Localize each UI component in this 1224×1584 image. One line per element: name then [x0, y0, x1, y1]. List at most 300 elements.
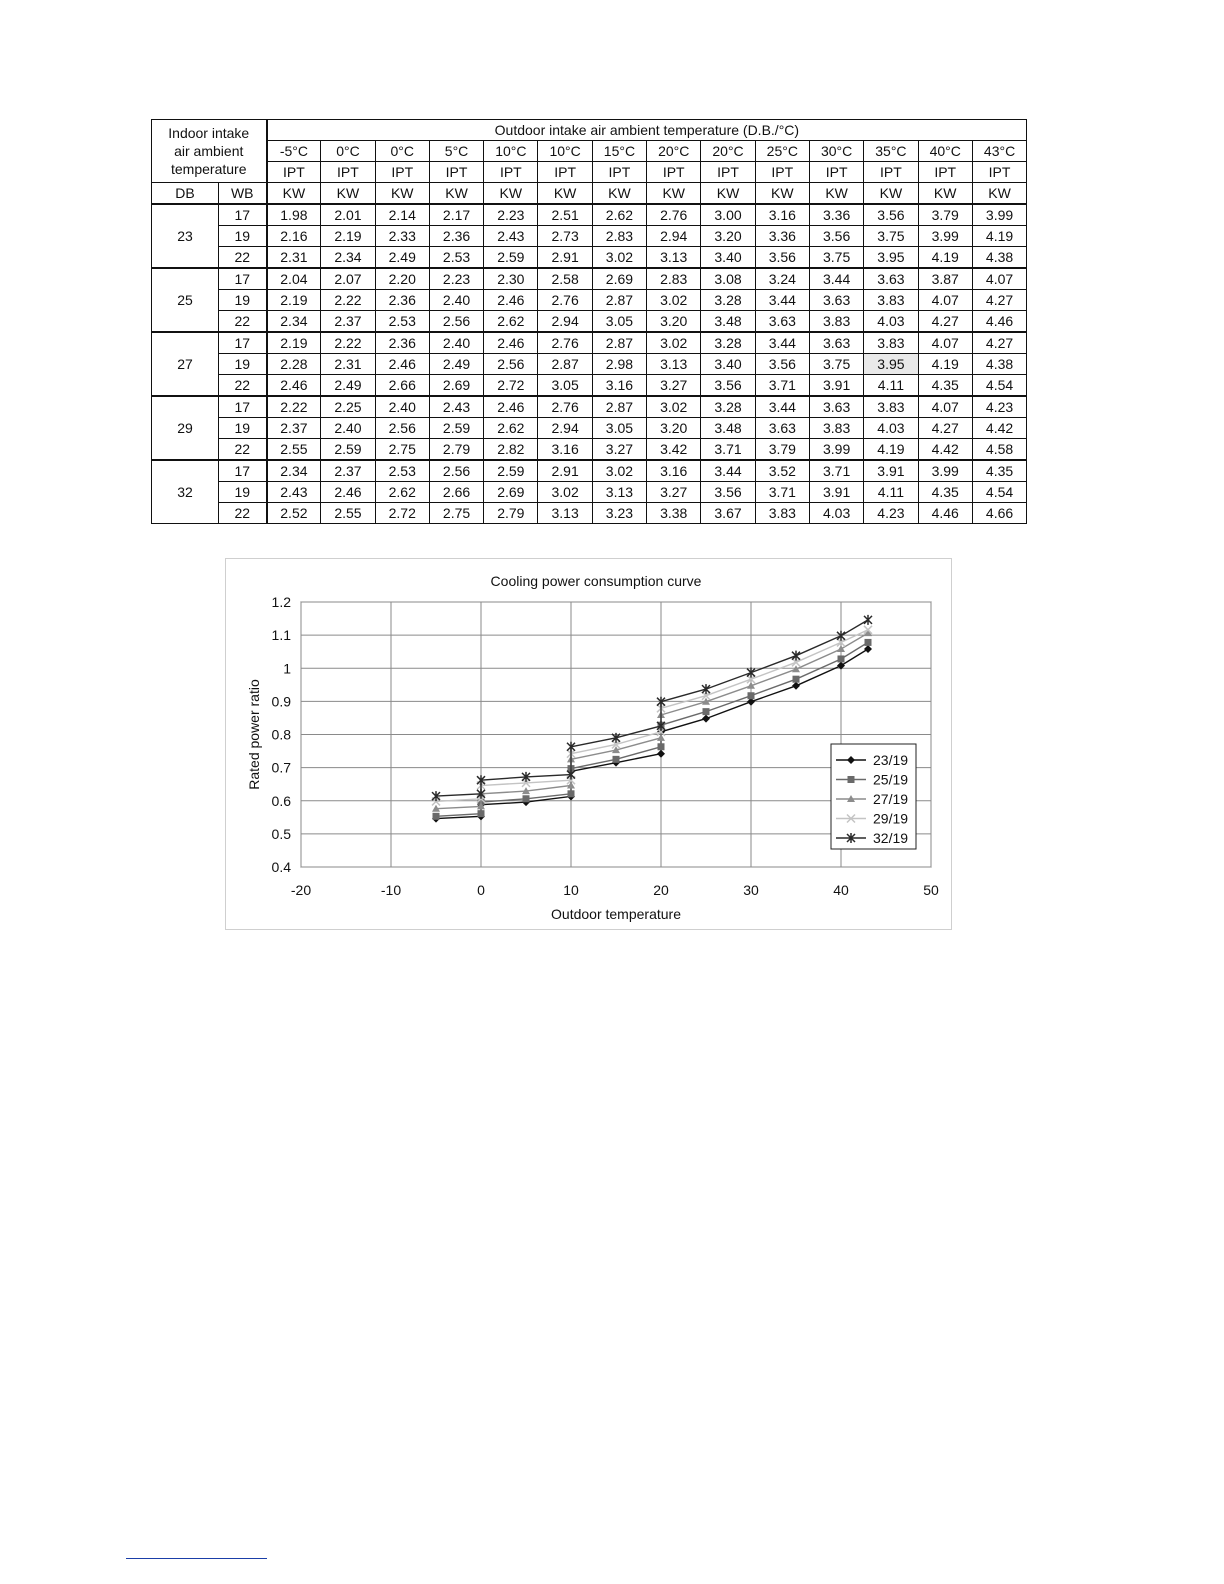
value-cell: 2.98 — [592, 354, 646, 375]
value-cell: 3.28 — [701, 396, 755, 418]
value-cell: 2.94 — [538, 311, 592, 333]
value-cell: 3.71 — [701, 439, 755, 461]
data-point — [433, 813, 440, 820]
value-cell: 2.66 — [429, 482, 483, 503]
value-cell: 2.36 — [429, 226, 483, 247]
temp-header-cell: 10°C — [538, 141, 592, 162]
ipt-header-cell: IPT — [484, 162, 538, 183]
value-cell: 2.73 — [538, 226, 592, 247]
value-cell: 3.83 — [755, 503, 809, 524]
y-tick-label: 0.8 — [271, 726, 291, 743]
value-cell: 3.71 — [755, 482, 809, 503]
value-cell: 4.11 — [864, 482, 918, 503]
value-cell: 2.69 — [429, 375, 483, 397]
value-cell: 3.63 — [809, 332, 863, 354]
kw-unit-cell: KW — [429, 183, 483, 205]
temp-header-cell: 43°C — [972, 141, 1026, 162]
value-cell: 4.66 — [972, 503, 1026, 524]
x-tick-label: 20 — [653, 882, 669, 898]
ipt-header-cell: IPT — [755, 162, 809, 183]
temp-header-cell: 30°C — [809, 141, 863, 162]
value-cell: 2.55 — [267, 439, 321, 461]
unit-row — [152, 183, 1027, 205]
value-cell: 3.42 — [647, 439, 701, 461]
wb-value-cell: 22 — [219, 503, 267, 524]
value-cell: 2.66 — [375, 375, 429, 397]
value-cell: 3.67 — [701, 503, 755, 524]
value-cell: 2.83 — [592, 226, 646, 247]
value-cell: 2.53 — [375, 311, 429, 333]
value-cell: 3.02 — [647, 290, 701, 311]
temp-header-cell: 20°C — [647, 141, 701, 162]
value-cell: 3.20 — [701, 226, 755, 247]
value-cell: 4.27 — [972, 290, 1026, 311]
value-cell: 2.49 — [321, 375, 375, 397]
value-cell: 3.27 — [592, 439, 646, 461]
value-cell: 4.38 — [972, 354, 1026, 375]
wb-value-cell: 22 — [219, 247, 267, 269]
value-cell: 2.40 — [429, 290, 483, 311]
value-cell: 3.27 — [647, 375, 701, 397]
table-row — [152, 460, 1027, 482]
wb-value-cell: 22 — [219, 375, 267, 397]
temp-header-cell: 0°C — [375, 141, 429, 162]
kw-unit-cell: KW — [864, 183, 918, 205]
value-cell: 2.87 — [538, 354, 592, 375]
value-cell: 2.34 — [267, 460, 321, 482]
temp-header-cell: 35°C — [864, 141, 918, 162]
value-cell: 3.56 — [809, 226, 863, 247]
value-cell: 1.98 — [267, 204, 321, 226]
value-cell: 2.37 — [321, 311, 375, 333]
temp-header-cell: 10°C — [484, 141, 538, 162]
y-axis-label: Rated power ratio — [246, 679, 262, 790]
value-cell: 2.58 — [538, 268, 592, 290]
x-tick-label: 30 — [743, 882, 759, 898]
value-cell: 3.91 — [809, 375, 863, 397]
indoor-header-label: Indoor intake air ambient temperature — [168, 125, 250, 177]
value-cell: 4.58 — [972, 439, 1026, 461]
value-cell: 4.07 — [972, 268, 1026, 290]
temp-header-cell: 15°C — [592, 141, 646, 162]
value-cell: 4.42 — [918, 439, 972, 461]
value-cell: 4.03 — [809, 503, 863, 524]
value-cell: 3.44 — [701, 460, 755, 482]
value-cell: 4.46 — [918, 503, 972, 524]
x-tick-label: -20 — [290, 882, 312, 898]
data-point — [613, 756, 620, 763]
cooling-chart — [225, 558, 952, 930]
table-row — [152, 354, 1027, 375]
value-cell: 2.31 — [321, 354, 375, 375]
value-cell: 2.22 — [267, 396, 321, 418]
y-tick-label: 1.2 — [271, 594, 291, 610]
value-cell: 2.52 — [267, 503, 321, 524]
value-cell: 3.44 — [755, 396, 809, 418]
wb-value-cell: 17 — [219, 396, 267, 418]
value-cell: 2.40 — [321, 418, 375, 439]
value-cell: 2.79 — [429, 439, 483, 461]
value-cell: 3.44 — [755, 290, 809, 311]
db-value-cell: 27 — [152, 332, 219, 396]
performance-table — [151, 119, 1027, 524]
table-row — [152, 396, 1027, 418]
kw-unit-cell: KW — [809, 183, 863, 205]
value-cell: 3.63 — [755, 418, 809, 439]
value-cell: 2.01 — [321, 204, 375, 226]
temperature-row — [152, 141, 1027, 162]
kw-unit-cell: KW — [972, 183, 1026, 205]
value-cell: 2.59 — [484, 460, 538, 482]
value-cell: 2.72 — [484, 375, 538, 397]
value-cell: 2.79 — [484, 503, 538, 524]
db-value-cell: 29 — [152, 396, 219, 460]
value-cell: 2.62 — [375, 482, 429, 503]
value-cell: 3.48 — [701, 418, 755, 439]
value-cell: 2.22 — [321, 290, 375, 311]
value-cell: 2.17 — [429, 204, 483, 226]
value-cell: 3.02 — [538, 482, 592, 503]
value-cell: 2.04 — [267, 268, 321, 290]
value-cell: 3.20 — [647, 311, 701, 333]
value-cell: 2.51 — [538, 204, 592, 226]
value-cell: 3.63 — [809, 396, 863, 418]
value-cell: 4.54 — [972, 375, 1026, 397]
temp-header-cell: 40°C — [918, 141, 972, 162]
value-cell: 3.02 — [647, 332, 701, 354]
value-cell: 3.00 — [701, 204, 755, 226]
value-cell: 2.69 — [484, 482, 538, 503]
value-cell: 4.07 — [918, 332, 972, 354]
value-cell: 3.16 — [647, 460, 701, 482]
value-cell: 2.82 — [484, 439, 538, 461]
outdoor-header-label: Outdoor intake air ambient temperature (D.B./°C) — [494, 122, 800, 138]
value-cell: 3.63 — [755, 311, 809, 333]
table-row — [152, 375, 1027, 397]
value-cell: 3.91 — [809, 482, 863, 503]
value-cell: 2.07 — [321, 268, 375, 290]
temp-header-cell: 25°C — [755, 141, 809, 162]
wb-value-cell: 19 — [219, 418, 267, 439]
value-cell: 2.14 — [375, 204, 429, 226]
value-cell: 2.36 — [375, 332, 429, 354]
kw-unit-cell: KW — [375, 183, 429, 205]
value-cell: 3.83 — [864, 290, 918, 311]
value-cell: 2.46 — [484, 290, 538, 311]
footnote-separator — [126, 1558, 267, 1559]
value-cell: 3.95 — [864, 247, 918, 269]
value-cell: 3.40 — [701, 247, 755, 269]
value-cell: 2.33 — [375, 226, 429, 247]
value-cell: 2.19 — [321, 226, 375, 247]
value-cell: 2.34 — [267, 311, 321, 333]
value-cell: 2.56 — [429, 460, 483, 482]
value-cell: 2.43 — [429, 396, 483, 418]
value-cell: 3.38 — [647, 503, 701, 524]
legend-label: 25/19 — [873, 771, 909, 788]
kw-unit-cell: KW — [592, 183, 646, 205]
value-cell: 2.22 — [321, 332, 375, 354]
value-cell: 2.16 — [267, 226, 321, 247]
value-cell: 3.13 — [647, 354, 701, 375]
ipt-header-cell: IPT — [375, 162, 429, 183]
data-point — [748, 692, 755, 699]
value-cell: 2.56 — [375, 418, 429, 439]
value-cell: 3.99 — [809, 439, 863, 461]
ipt-header-cell: IPT — [429, 162, 483, 183]
value-cell: 3.83 — [864, 332, 918, 354]
x-tick-label: 10 — [563, 882, 579, 898]
temp-header-cell: 0°C — [321, 141, 375, 162]
value-cell: 2.36 — [375, 290, 429, 311]
value-cell: 3.08 — [701, 268, 755, 290]
db-value-cell: 25 — [152, 268, 219, 332]
value-cell: 2.56 — [429, 311, 483, 333]
value-cell: 2.56 — [484, 354, 538, 375]
value-cell: 2.43 — [267, 482, 321, 503]
value-cell: 4.03 — [864, 311, 918, 333]
value-cell: 3.75 — [809, 354, 863, 375]
y-tick-label: 0.4 — [271, 859, 291, 875]
kw-unit-cell: KW — [267, 183, 321, 205]
value-cell: 2.23 — [429, 268, 483, 290]
value-cell: 2.30 — [484, 268, 538, 290]
value-cell: 2.20 — [375, 268, 429, 290]
wb-value-cell: 17 — [219, 460, 267, 482]
value-cell: 4.19 — [918, 354, 972, 375]
value-cell: 3.36 — [809, 204, 863, 226]
table-row — [152, 503, 1027, 524]
value-cell: 3.13 — [592, 482, 646, 503]
y-tick-label: 0.7 — [271, 759, 291, 776]
value-cell: 2.34 — [321, 247, 375, 269]
value-cell: 2.40 — [429, 332, 483, 354]
value-cell: 3.83 — [809, 311, 863, 333]
kw-unit-cell: KW — [538, 183, 592, 205]
value-cell: 2.62 — [592, 204, 646, 226]
value-cell: 3.99 — [918, 226, 972, 247]
value-cell: 3.75 — [809, 247, 863, 269]
value-cell: 3.87 — [918, 268, 972, 290]
value-cell: 2.49 — [429, 354, 483, 375]
value-cell: 2.69 — [592, 268, 646, 290]
value-cell: 2.37 — [267, 418, 321, 439]
x-axis-label: Outdoor temperature — [551, 906, 681, 922]
value-cell: 4.03 — [864, 418, 918, 439]
value-cell: 3.13 — [538, 503, 592, 524]
value-cell: 4.07 — [918, 396, 972, 418]
ipt-header-cell: IPT — [647, 162, 701, 183]
value-cell: 2.49 — [375, 247, 429, 269]
value-cell: 3.56 — [755, 354, 809, 375]
value-cell: 2.62 — [484, 311, 538, 333]
wb-value-cell: 17 — [219, 332, 267, 354]
value-cell: 3.63 — [864, 268, 918, 290]
indoor-header-cell — [152, 120, 267, 183]
value-cell: 2.28 — [267, 354, 321, 375]
value-cell: 2.75 — [375, 439, 429, 461]
value-cell: 3.95 — [864, 354, 918, 375]
table-row — [152, 226, 1027, 247]
table-row — [152, 290, 1027, 311]
value-cell: 4.35 — [918, 482, 972, 503]
legend-label: 29/19 — [873, 810, 909, 827]
value-cell: 3.28 — [701, 290, 755, 311]
value-cell: 3.02 — [592, 247, 646, 269]
x-tick-label: -10 — [380, 882, 402, 898]
value-cell: 2.37 — [321, 460, 375, 482]
table-row — [152, 247, 1027, 269]
x-tick-label: 50 — [923, 882, 939, 898]
ipt-header-cell: IPT — [321, 162, 375, 183]
value-cell: 4.23 — [864, 503, 918, 524]
value-cell: 2.53 — [375, 460, 429, 482]
value-cell: 3.16 — [538, 439, 592, 461]
ipt-header-cell: IPT — [592, 162, 646, 183]
table-row — [152, 311, 1027, 333]
table-row — [152, 204, 1027, 226]
temp-header-cell: 20°C — [701, 141, 755, 162]
wb-value-cell: 19 — [219, 482, 267, 503]
value-cell: 2.31 — [267, 247, 321, 269]
value-cell: 2.91 — [538, 247, 592, 269]
table-row — [152, 482, 1027, 503]
value-cell: 3.27 — [647, 482, 701, 503]
legend-label: 27/19 — [873, 791, 909, 807]
value-cell: 3.83 — [864, 396, 918, 418]
ipt-header-cell: IPT — [864, 162, 918, 183]
value-cell: 3.71 — [809, 460, 863, 482]
value-cell: 3.23 — [592, 503, 646, 524]
value-cell: 2.46 — [375, 354, 429, 375]
value-cell: 3.79 — [755, 439, 809, 461]
db-value-cell: 32 — [152, 460, 219, 524]
value-cell: 3.05 — [592, 418, 646, 439]
value-cell: 3.75 — [864, 226, 918, 247]
value-cell: 4.54 — [972, 482, 1026, 503]
value-cell: 2.76 — [538, 396, 592, 418]
value-cell: 2.59 — [484, 247, 538, 269]
value-cell: 3.44 — [755, 332, 809, 354]
value-cell: 2.76 — [538, 290, 592, 311]
table-row — [152, 439, 1027, 461]
table-row — [152, 268, 1027, 290]
value-cell: 2.94 — [538, 418, 592, 439]
wb-value-cell: 17 — [219, 204, 267, 226]
y-tick-label: 1.1 — [271, 627, 291, 644]
value-cell: 3.02 — [647, 396, 701, 418]
value-cell: 4.23 — [972, 396, 1026, 418]
value-cell: 2.87 — [592, 332, 646, 354]
value-cell: 3.71 — [755, 375, 809, 397]
ipt-header-cell: IPT — [809, 162, 863, 183]
value-cell: 3.20 — [647, 418, 701, 439]
value-cell: 3.63 — [809, 290, 863, 311]
wb-value-cell: 22 — [219, 439, 267, 461]
outdoor-header-cell — [267, 120, 1027, 141]
value-cell: 4.35 — [918, 375, 972, 397]
kw-unit-cell: KW — [321, 183, 375, 205]
table-header-row-temps — [152, 120, 1027, 141]
y-tick-label: 0.9 — [271, 693, 291, 710]
value-cell: 2.53 — [429, 247, 483, 269]
value-cell: 4.27 — [972, 332, 1026, 354]
value-cell: 3.56 — [755, 247, 809, 269]
ipt-header-cell: IPT — [538, 162, 592, 183]
data-point — [838, 655, 845, 662]
value-cell: 4.19 — [864, 439, 918, 461]
y-tick-label: 0.6 — [271, 792, 291, 809]
data-point — [865, 639, 872, 646]
value-cell: 3.52 — [755, 460, 809, 482]
kw-unit-cell: KW — [647, 183, 701, 205]
kw-unit-cell: KW — [918, 183, 972, 205]
value-cell: 2.43 — [484, 226, 538, 247]
value-cell: 3.16 — [592, 375, 646, 397]
kw-unit-cell: KW — [701, 183, 755, 205]
value-cell: 4.27 — [918, 418, 972, 439]
wb-value-cell: 19 — [219, 354, 267, 375]
y-tick-label: 1 — [283, 660, 291, 677]
value-cell: 2.72 — [375, 503, 429, 524]
value-cell: 3.91 — [864, 460, 918, 482]
table-row — [152, 332, 1027, 354]
value-cell: 2.46 — [321, 482, 375, 503]
value-cell: 2.91 — [538, 460, 592, 482]
data-point — [478, 810, 485, 817]
value-cell: 3.83 — [809, 418, 863, 439]
legend-marker — [848, 776, 855, 783]
value-cell: 3.56 — [864, 204, 918, 226]
value-cell: 4.35 — [972, 460, 1026, 482]
value-cell: 2.87 — [592, 396, 646, 418]
value-cell: 2.59 — [321, 439, 375, 461]
value-cell: 2.40 — [375, 396, 429, 418]
value-cell: 4.38 — [972, 247, 1026, 269]
value-cell: 3.02 — [592, 460, 646, 482]
db-value-cell: 23 — [152, 204, 219, 268]
value-cell: 4.19 — [972, 226, 1026, 247]
value-cell: 2.75 — [429, 503, 483, 524]
chart-title: Cooling power consumption curve — [490, 573, 702, 589]
value-cell: 3.36 — [755, 226, 809, 247]
value-cell: 3.24 — [755, 268, 809, 290]
data-point — [658, 743, 665, 750]
wb-value-cell: 19 — [219, 226, 267, 247]
legend-label: 32/19 — [873, 830, 909, 846]
value-cell: 3.16 — [755, 204, 809, 226]
value-cell: 2.62 — [484, 418, 538, 439]
value-cell: 2.55 — [321, 503, 375, 524]
value-cell: 3.56 — [701, 482, 755, 503]
value-cell: 2.76 — [647, 204, 701, 226]
value-cell: 4.46 — [972, 311, 1026, 333]
table-row — [152, 418, 1027, 439]
wb-value-cell: 19 — [219, 290, 267, 311]
value-cell: 3.40 — [701, 354, 755, 375]
value-cell: 2.59 — [429, 418, 483, 439]
wb-label-cell: WB — [219, 183, 267, 205]
kw-unit-cell: KW — [755, 183, 809, 205]
wb-value-cell: 17 — [219, 268, 267, 290]
value-cell: 4.11 — [864, 375, 918, 397]
temp-header-cell: -5°C — [267, 141, 321, 162]
value-cell: 2.46 — [484, 332, 538, 354]
x-tick-label: 40 — [833, 882, 849, 898]
value-cell: 2.76 — [538, 332, 592, 354]
value-cell: 3.44 — [809, 268, 863, 290]
value-cell: 2.94 — [647, 226, 701, 247]
